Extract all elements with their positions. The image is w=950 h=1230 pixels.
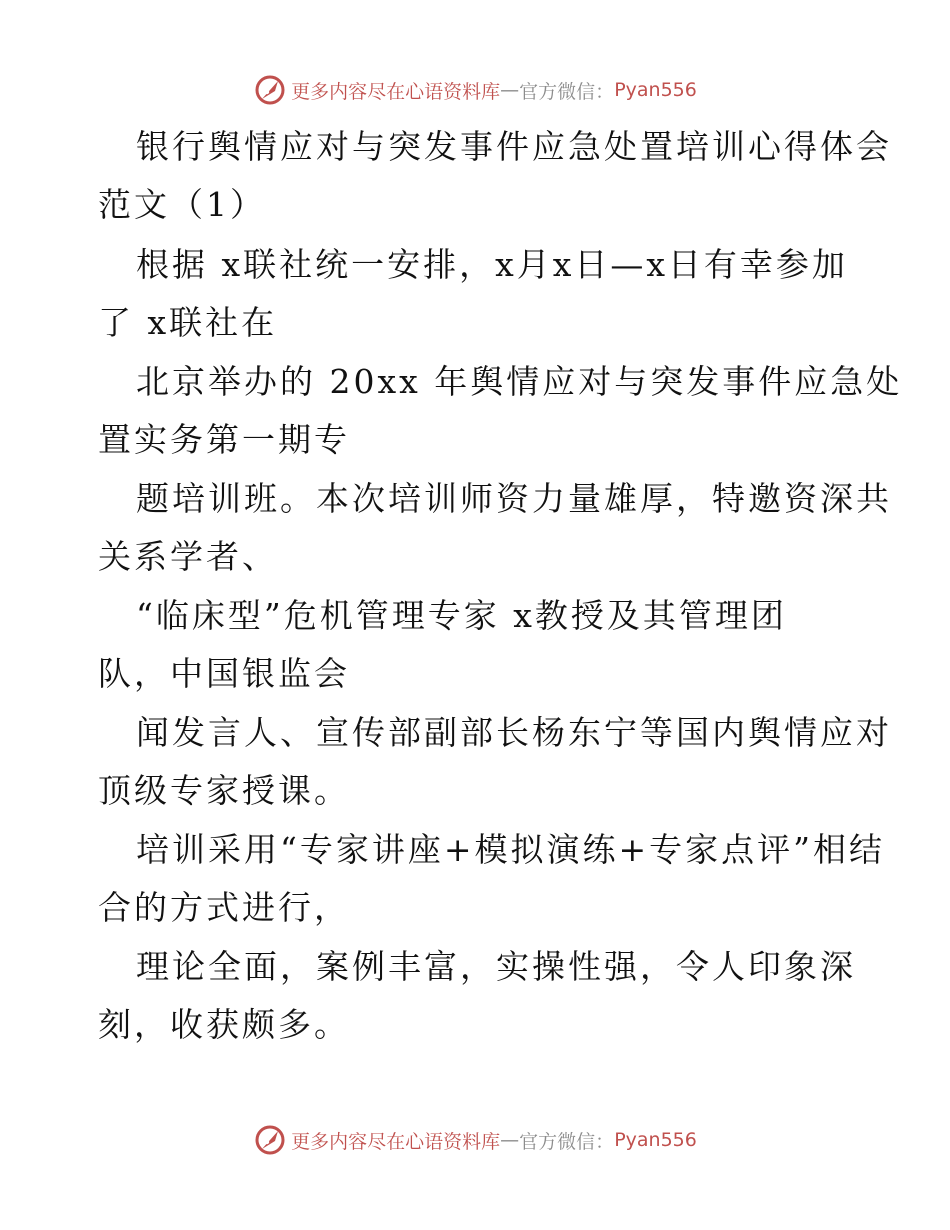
paragraph-line: 队，中国银监会 <box>98 654 350 693</box>
watermark-wechat-label: 官方微信： <box>519 80 615 103</box>
watermark-wechat-id: Pyan556 <box>614 1129 697 1151</box>
paragraph-line: 置实务第一期专 <box>98 420 350 459</box>
paragraph-line: “临床型”危机管理专家 x教授及其管理团 <box>136 596 787 635</box>
watermark-site-text: 更多内容尽在心语资料库 <box>291 80 501 103</box>
paragraph-line: 顶级专家授课。 <box>98 771 350 810</box>
paragraph-line: 理论全面，案例丰富，实操性强，令人印象深 <box>136 947 856 986</box>
watermark-separator: — <box>500 1129 520 1151</box>
paragraph-line: 北京举办的 20xx 年舆情应对与突发事件应急处 <box>136 362 903 401</box>
feather-pen-logo-icon <box>253 73 287 107</box>
watermark-wechat-label: 官方微信： <box>519 1130 615 1153</box>
paragraph-line: 关系学者、 <box>98 537 278 576</box>
paragraph-line: 刻，收获颇多。 <box>98 1005 350 1044</box>
paragraph-line: 合的方式进行， <box>98 888 350 927</box>
header-watermark <box>0 70 950 110</box>
feather-pen-logo-icon <box>253 1123 287 1157</box>
watermark-separator: — <box>500 79 520 101</box>
paragraph-line: 培训采用“专家讲座+模拟演练+专家点评”相结 <box>136 830 886 869</box>
paragraph-line: 闻发言人、宣传部副部长杨东宁等国内舆情应对 <box>136 713 892 752</box>
paragraph-line: 题培训班。本次培训师资力量雄厚，特邀资深共 <box>136 479 892 518</box>
watermark-site-text: 更多内容尽在心语资料库 <box>291 1130 501 1153</box>
paragraph-line: 银行舆情应对与突发事件应急处置培训心得体会 <box>136 127 892 166</box>
paragraph-line: 了 x联社在 <box>98 303 278 342</box>
watermark-wechat-id: Pyan556 <box>614 79 697 101</box>
paragraph-line: 根据 x联社统一安排，x月x日—x日有幸参加 <box>136 245 848 284</box>
footer-watermark <box>0 1120 950 1160</box>
paragraph-line: 范文（1） <box>98 185 266 224</box>
